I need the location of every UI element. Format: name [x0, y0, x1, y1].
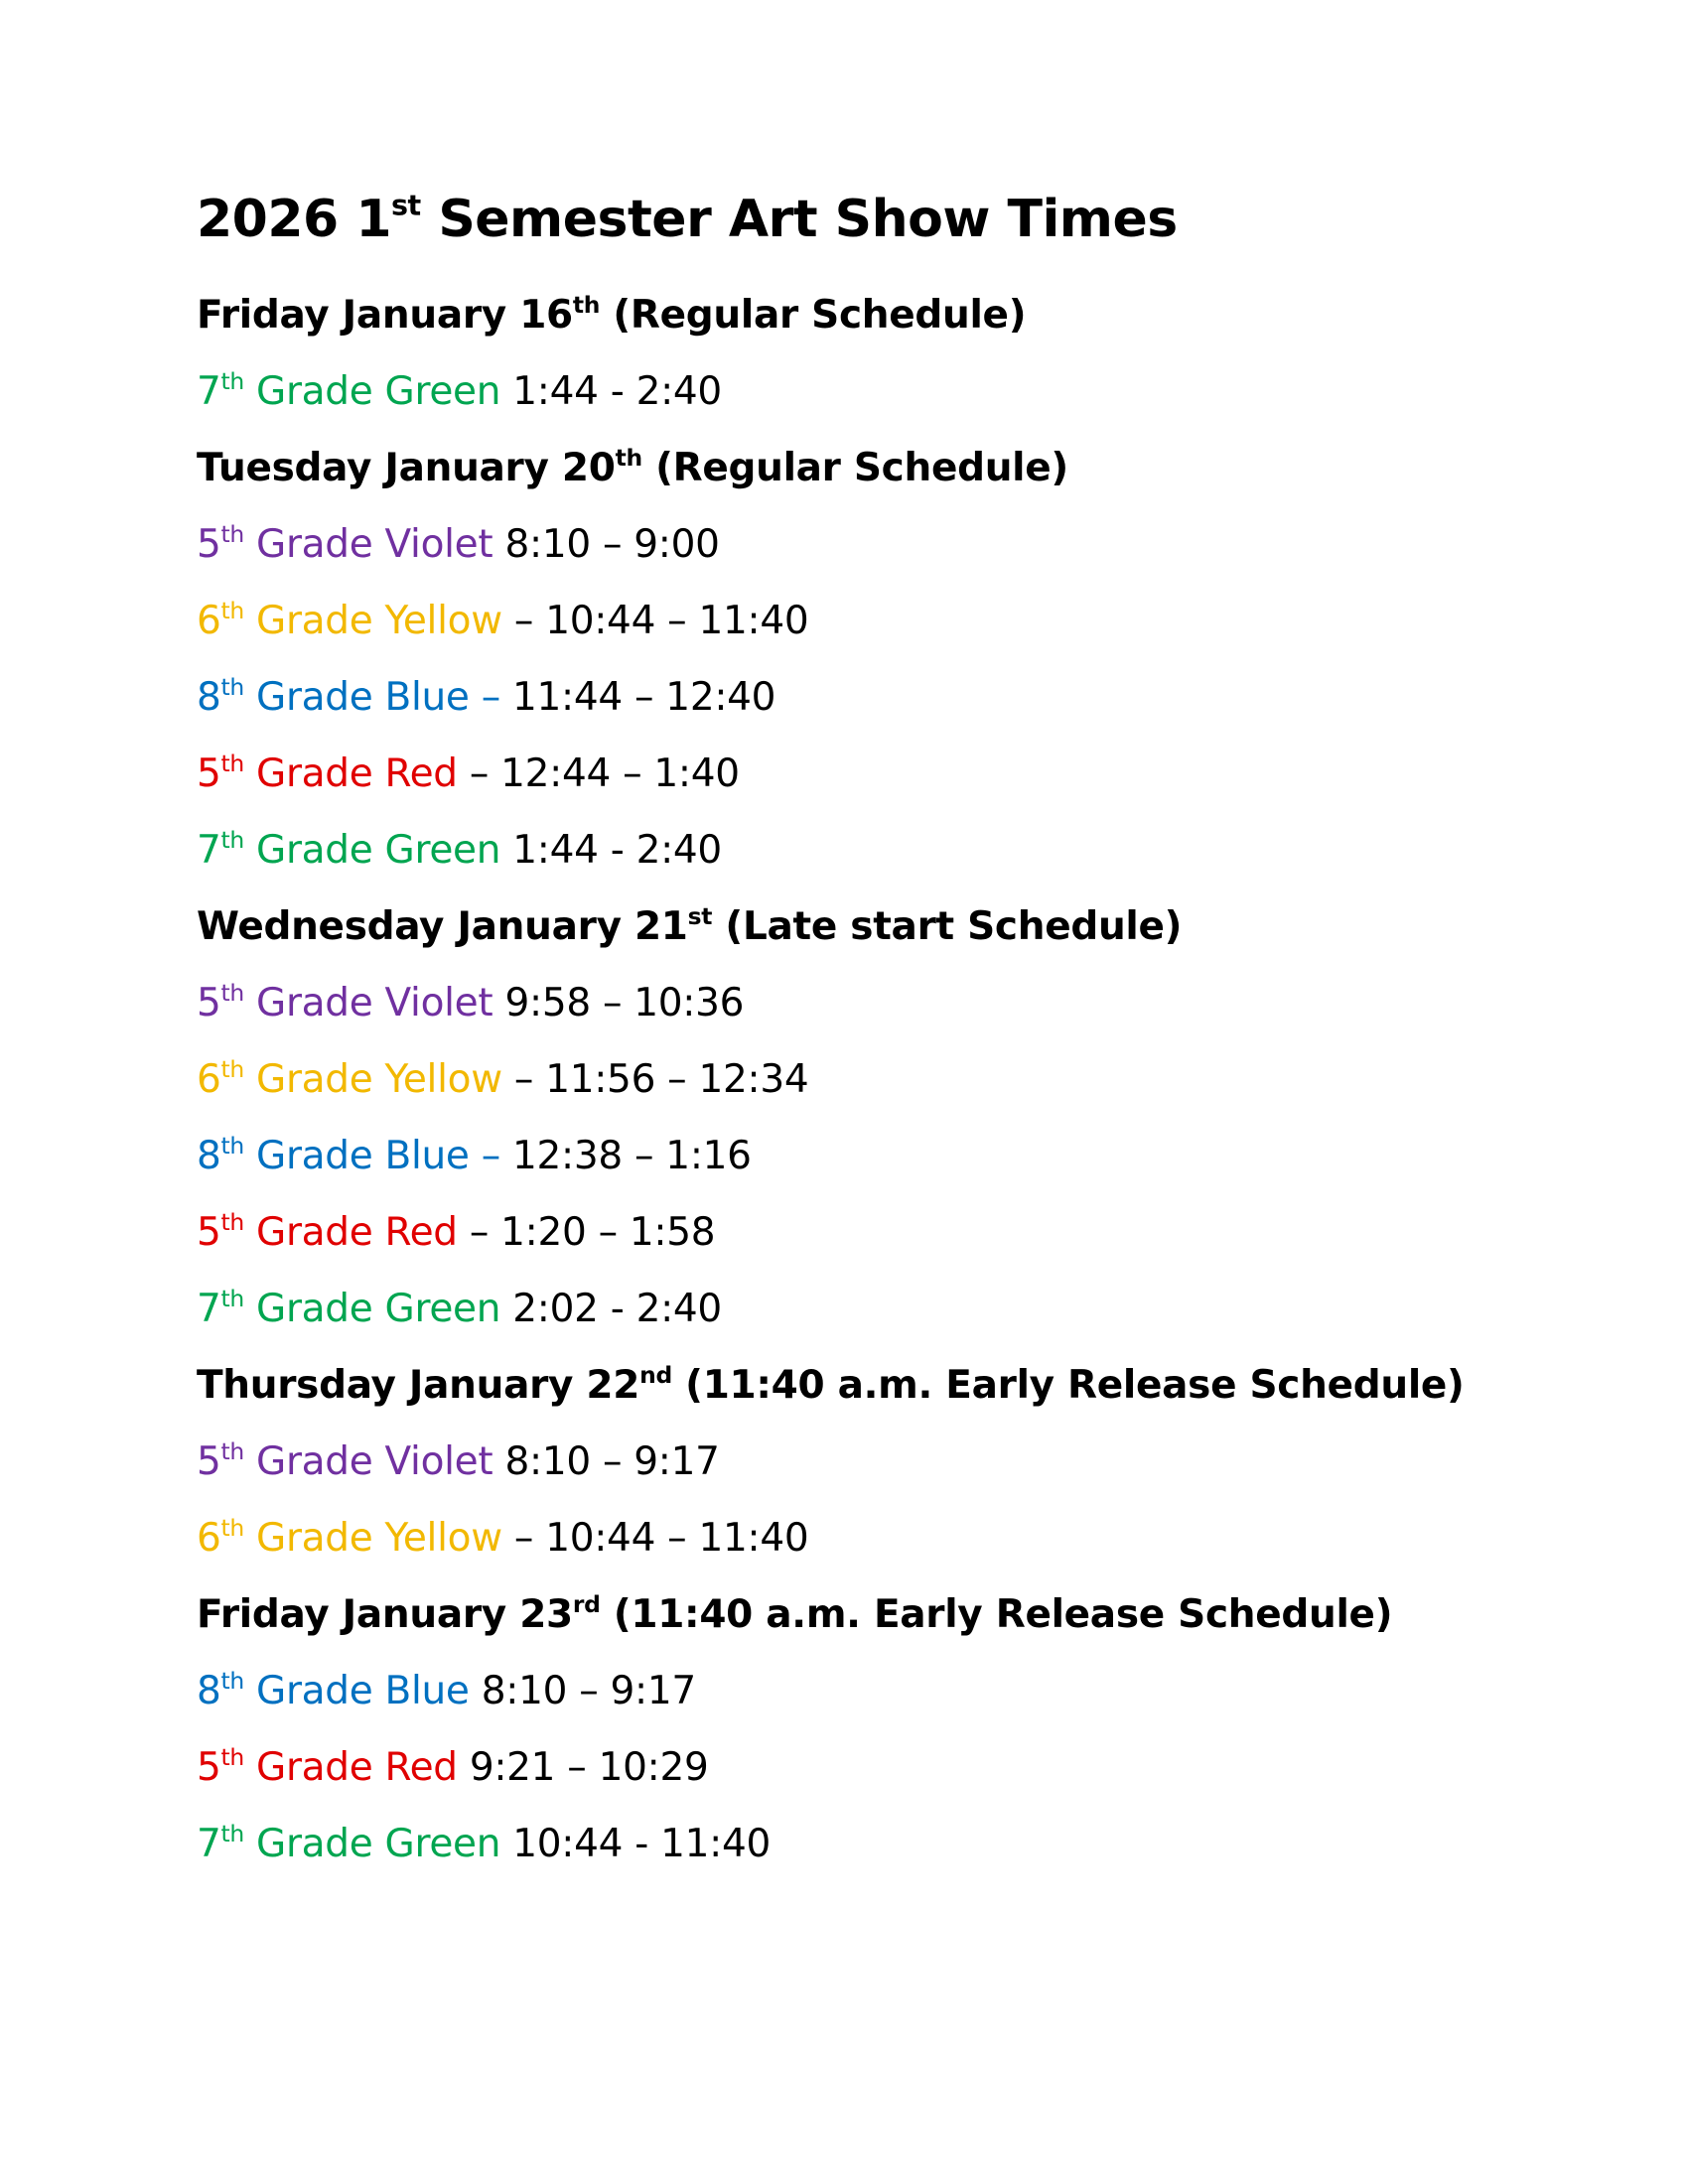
time-range: – 1:20 – 1:58 — [457, 1210, 716, 1255]
grade-number: 5 — [197, 1439, 221, 1484]
day-heading-date: Friday January 23 — [197, 1592, 573, 1637]
title-superscript: st — [391, 188, 421, 222]
day-heading — [197, 1347, 1587, 1424]
grade-color-name: Grade Green — [243, 1287, 501, 1331]
grade-label — [197, 1666, 470, 1713]
day-heading — [197, 277, 1587, 353]
day-heading-schedule-type: (11:40 a.m. Early Release Schedule) — [671, 1363, 1465, 1408]
time-range: 8:10 – 9:17 — [492, 1439, 720, 1484]
time-range: – 12:44 – 1:40 — [457, 751, 740, 796]
grade-color-name: Grade Yellow — [243, 599, 502, 643]
schedule-row — [197, 1041, 1587, 1118]
day-heading-ordinal: th — [615, 443, 642, 472]
grade-color-name: Grade Violet — [243, 981, 493, 1025]
time-range: – 10:44 – 11:40 — [501, 599, 809, 643]
grade-color-name: Grade Red — [243, 751, 458, 796]
grade-number: 8 — [197, 675, 221, 720]
schedule-row — [197, 736, 1587, 812]
schedule-row — [197, 506, 1587, 583]
schedule-row — [197, 1194, 1587, 1271]
grade-number: 5 — [197, 1210, 221, 1255]
schedule-row — [197, 659, 1587, 736]
grade-label — [197, 1742, 458, 1790]
schedule-row — [197, 1271, 1587, 1347]
grade-number: 6 — [197, 1057, 221, 1102]
schedule-row — [197, 1729, 1587, 1806]
grade-number: 5 — [197, 981, 221, 1025]
grade-number: 5 — [197, 522, 221, 567]
title-text: 2026 1 — [197, 190, 392, 249]
grade-label — [197, 1819, 501, 1866]
grade-number: 6 — [197, 1516, 221, 1561]
document-page — [197, 188, 1587, 1882]
grade-number: 5 — [197, 751, 221, 796]
grade-color-name: Grade Green — [243, 369, 501, 414]
grade-label — [197, 751, 458, 796]
grade-color-name: Grade Blue — [243, 1669, 470, 1713]
grade-number: 7 — [197, 828, 221, 873]
grade-number: 8 — [197, 1669, 221, 1713]
grade-label — [197, 1207, 458, 1255]
grade-color-name: Grade Violet — [243, 522, 493, 567]
grade-label — [197, 978, 493, 1025]
day-heading-schedule-type: (Regular Schedule) — [600, 293, 1027, 338]
grade-ordinal: th — [220, 596, 244, 624]
day-heading-schedule-type: (11:40 a.m. Early Release Schedule) — [600, 1592, 1393, 1637]
grade-label — [197, 825, 501, 873]
grade-ordinal: th — [220, 1054, 244, 1083]
day-heading-date: Friday January 16 — [197, 293, 573, 338]
time-range: – 11:56 – 12:34 — [501, 1057, 809, 1102]
grade-ordinal: th — [220, 1742, 244, 1771]
time-range: – 10:44 – 11:40 — [501, 1516, 809, 1561]
grade-ordinal: th — [220, 1819, 244, 1847]
time-range: 8:10 – 9:00 — [492, 522, 720, 567]
schedule-row — [197, 812, 1587, 888]
grade-number: 7 — [197, 1822, 221, 1866]
grade-label — [197, 672, 500, 720]
grade-ordinal: th — [220, 1666, 244, 1695]
grade-ordinal: th — [220, 366, 244, 395]
grade-ordinal: th — [220, 749, 244, 777]
day-heading — [197, 1576, 1587, 1653]
grade-number: 7 — [197, 369, 221, 414]
day-heading-ordinal: nd — [639, 1360, 672, 1389]
day-heading-date: Tuesday January 20 — [197, 446, 616, 490]
grade-label — [197, 1436, 493, 1484]
grade-color-name: Grade Blue – — [243, 1134, 500, 1178]
grade-label — [197, 1284, 501, 1331]
schedule-row — [197, 965, 1587, 1041]
grade-ordinal: th — [220, 825, 244, 854]
grade-color-name: Grade Yellow — [243, 1057, 502, 1102]
grade-number: 6 — [197, 599, 221, 643]
grade-ordinal: th — [220, 1284, 244, 1312]
schedule-row — [197, 1118, 1587, 1194]
title-text-rest: Semester Art Show Times — [420, 190, 1178, 249]
grade-ordinal: th — [220, 672, 244, 701]
schedule-row — [197, 1806, 1587, 1882]
time-range: 1:44 - 2:40 — [500, 828, 722, 873]
grade-color-name: Grade Green — [243, 828, 501, 873]
time-range: 9:21 – 10:29 — [457, 1745, 709, 1790]
time-range: 10:44 - 11:40 — [500, 1822, 771, 1866]
schedule-list — [197, 277, 1587, 1882]
grade-color-name: Grade Yellow — [243, 1516, 502, 1561]
grade-label — [197, 596, 502, 643]
grade-color-name: Grade Blue – — [243, 675, 500, 720]
day-heading — [197, 430, 1587, 506]
grade-label — [197, 1513, 502, 1561]
grade-ordinal: th — [220, 1513, 244, 1542]
time-range: 12:38 – 1:16 — [499, 1134, 752, 1178]
time-range: 11:44 – 12:40 — [499, 675, 776, 720]
day-heading-schedule-type: (Late start Schedule) — [712, 904, 1183, 949]
schedule-row — [197, 1500, 1587, 1576]
grade-number: 7 — [197, 1287, 221, 1331]
day-heading-ordinal: st — [687, 901, 713, 930]
grade-number: 8 — [197, 1134, 221, 1178]
grade-number: 5 — [197, 1745, 221, 1790]
day-heading-ordinal: rd — [572, 1589, 601, 1618]
day-heading-date: Wednesday January 21 — [197, 904, 688, 949]
schedule-row — [197, 583, 1587, 659]
grade-color-name: Grade Red — [243, 1210, 458, 1255]
day-heading-date: Thursday January 22 — [197, 1363, 640, 1408]
grade-color-name: Grade Violet — [243, 1439, 493, 1484]
grade-label — [197, 366, 501, 414]
time-range: 9:58 – 10:36 — [492, 981, 745, 1025]
schedule-row — [197, 353, 1587, 430]
time-range: 1:44 - 2:40 — [500, 369, 722, 414]
schedule-row — [197, 1653, 1587, 1729]
grade-ordinal: th — [220, 978, 244, 1007]
grade-color-name: Grade Red — [243, 1745, 458, 1790]
day-heading-schedule-type: (Regular Schedule) — [641, 446, 1068, 490]
schedule-row — [197, 1424, 1587, 1500]
grade-color-name: Grade Green — [243, 1822, 501, 1866]
day-heading-ordinal: th — [572, 290, 601, 319]
page-title — [197, 188, 1587, 265]
time-range: 2:02 - 2:40 — [500, 1287, 722, 1331]
grade-ordinal: th — [220, 1436, 244, 1465]
grade-label — [197, 1131, 500, 1178]
time-range: 8:10 – 9:17 — [469, 1669, 696, 1713]
grade-ordinal: th — [220, 519, 244, 548]
grade-ordinal: th — [220, 1131, 244, 1160]
grade-ordinal: th — [220, 1207, 244, 1236]
day-heading — [197, 888, 1587, 965]
grade-label — [197, 519, 493, 567]
grade-label — [197, 1054, 502, 1102]
